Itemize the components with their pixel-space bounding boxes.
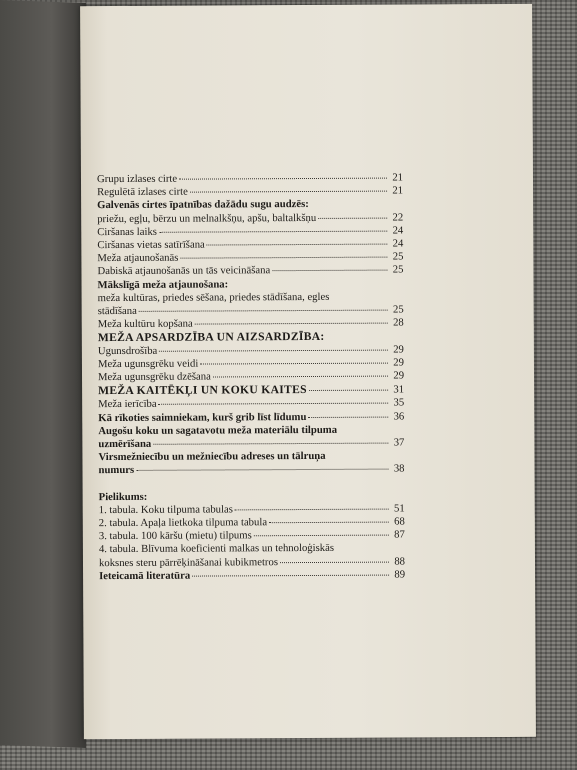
toc-page-number: 22 <box>392 211 404 224</box>
toc-page-number: 29 <box>393 343 404 356</box>
toc-chapter-heading: MEŽA APSARDZĪBA UN AIZSARDZĪBA: <box>97 330 325 345</box>
toc-leader-dots <box>269 522 389 524</box>
toc-entry-title: Ciršanas vietas satīrīšana <box>97 238 205 252</box>
toc-leader-dots <box>254 535 389 537</box>
toc-page-number: 35 <box>393 396 405 410</box>
toc-leader-dots <box>200 362 388 364</box>
toc-leader-dots <box>308 416 388 417</box>
toc-page-number: 25 <box>392 250 404 263</box>
toc-leader-dots <box>207 244 388 246</box>
toc-entry-title: meža kultūras, priedes sēšana, priedes stādīšana, egles <box>97 290 330 304</box>
toc-leader-dots <box>192 574 389 576</box>
toc-page-number: 21 <box>392 171 404 184</box>
toc-leader-dots <box>159 403 389 405</box>
book-cover-edge <box>0 0 86 748</box>
toc-leader-dots <box>139 310 388 312</box>
toc-leader-dots <box>159 349 388 351</box>
toc-chapter-heading: MEŽA KAITĒKĻI UN KOKU KAITES <box>98 383 307 398</box>
toc-leader-dots <box>136 469 388 471</box>
book-page <box>80 4 536 739</box>
toc-page-number: 21 <box>392 184 404 197</box>
toc-page-number: 31 <box>393 383 405 396</box>
toc-entry-title: Kā rīkoties saimniekam, kurš grib līst līdumu <box>98 410 307 424</box>
toc-page-number: 36 <box>393 410 405 423</box>
toc-leader-dots <box>318 217 387 218</box>
toc-leader-dots <box>235 508 389 510</box>
toc-leader-dots <box>195 323 388 325</box>
toc-entry-title: Meža ugunsgrēku veidi <box>97 357 199 370</box>
toc-entry-title: Ciršanas laiks <box>97 225 157 238</box>
toc-entry-title: Augošu koku un sagatavotu meža materiālu tilpuma <box>98 423 338 437</box>
toc-section-heading: Mākslīgā meža atjaunošana: <box>97 278 229 291</box>
toc-section-heading: Pielikums: <box>98 490 148 503</box>
toc-page-number: 24 <box>392 237 404 250</box>
toc-entry-title: 3. tabula. 100 kāršu (mietu) tilpums <box>98 529 252 543</box>
toc-entry-title: priežu, egļu, bērzu un melnalkšņu, apšu, baltalkšņu <box>97 211 317 225</box>
toc-entry-title: Ugunsdrošība <box>97 344 158 357</box>
toc-entry-title: Grupu izlases cirte <box>96 172 178 186</box>
toc-page-number: 68 <box>394 515 405 528</box>
table-of-contents <box>97 172 405 584</box>
toc-page-number: 51 <box>393 502 405 515</box>
toc-leader-dots <box>309 390 388 391</box>
toc-leader-dots <box>213 376 388 378</box>
toc-page-number: 29 <box>393 356 404 369</box>
toc-entry-title: Regulētā izlases cirte <box>97 185 188 199</box>
toc-page-number: 25 <box>392 303 404 316</box>
toc-leader-dots <box>272 270 387 272</box>
toc-entry-title: Meža ugunsgrēku dzēšana <box>97 370 211 384</box>
toc-entry-title: Meža atjaunošanās <box>97 251 179 265</box>
toc-entry <box>99 568 405 583</box>
toc-leader-dots <box>159 230 387 232</box>
toc-entry-title: 4. tabula. Blīvuma koeficienti malkas un tehnoloģiskās <box>98 542 335 556</box>
toc-entry-title: uzmērīšana <box>98 437 152 451</box>
toc-section-heading: Galvenās cirtes īpatnības dažādu sugu audzēs: <box>97 198 309 212</box>
toc-leader-dots <box>280 561 389 563</box>
toc-leader-dots <box>180 257 387 259</box>
toc-entry-title: numurs <box>98 464 135 477</box>
toc-leader-dots <box>153 443 388 445</box>
toc-page-number: 29 <box>393 369 405 382</box>
toc-page-number: 88 <box>394 555 406 568</box>
toc-entry-title: Dabiskā atjaunošanās un tās veicināšana <box>97 264 271 278</box>
toc-entry-title: Meža ierīcība <box>98 398 157 411</box>
toc-page-number: 87 <box>394 528 405 541</box>
toc-entry-title: 1. tabula. Koku tilpuma tabulas <box>98 503 233 516</box>
toc-page-number: 89 <box>394 568 406 581</box>
toc-leader-dots <box>179 178 387 180</box>
toc-entry-title: stādīšana <box>97 304 137 318</box>
toc-entry-title: koksnes steru pārrēķināšanai kubikmetros <box>98 555 278 569</box>
toc-entry-title: Ieteicamā literatūra <box>99 569 191 582</box>
toc-page-number: 24 <box>392 224 404 237</box>
toc-entry-title: Virsmežniecību un mežniecību adreses un tālruņa <box>98 450 326 464</box>
toc-page-number: 37 <box>393 436 405 449</box>
toc-page-number: 38 <box>393 462 405 476</box>
toc-page-number: 28 <box>393 316 404 329</box>
toc-entry-title: 2. tabula. Apaļa lietkoka tilpuma tabula <box>98 516 268 530</box>
toc-entry-title: Meža kultūru kopšana <box>97 317 193 331</box>
toc-entry <box>98 383 404 399</box>
toc-page-number: 25 <box>392 263 404 276</box>
toc-leader-dots <box>190 191 387 193</box>
